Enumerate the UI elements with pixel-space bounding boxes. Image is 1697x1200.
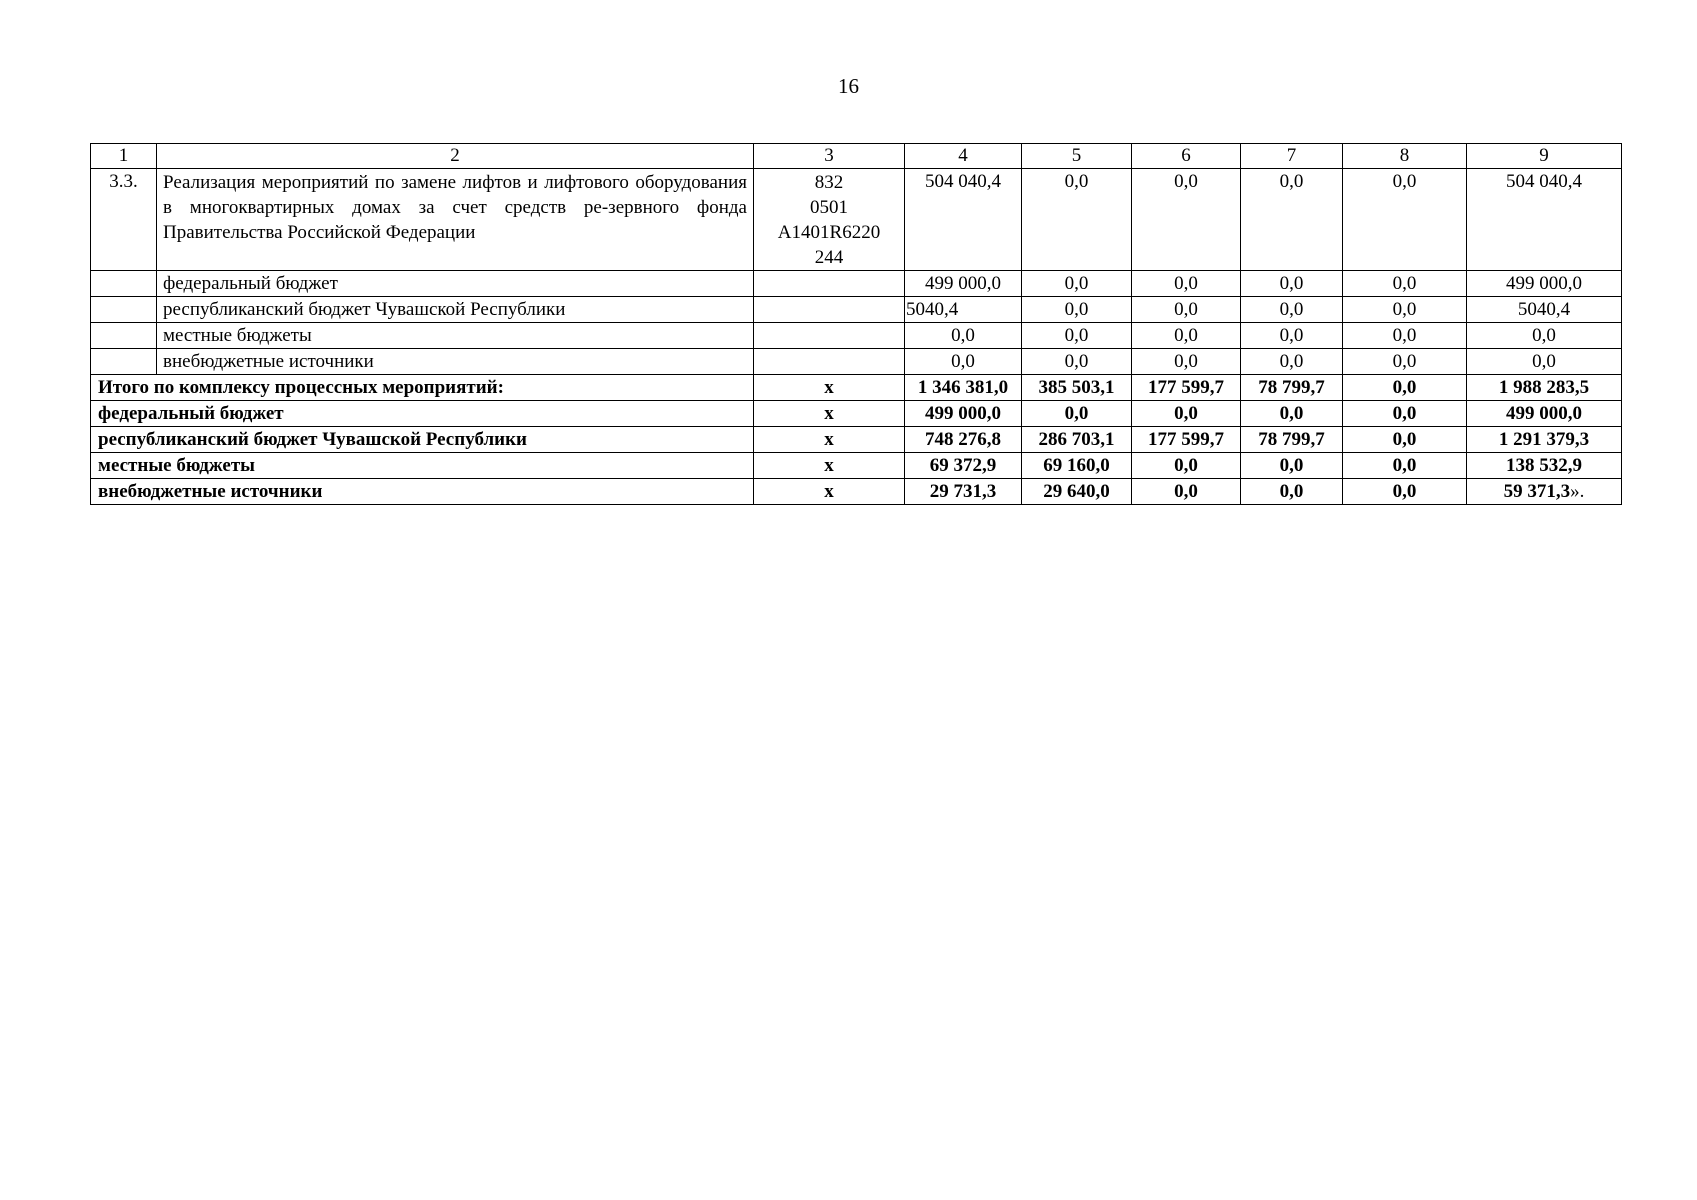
empty-cell xyxy=(91,297,157,323)
item-value: 504 040,4 xyxy=(905,169,1022,271)
total-row-value: 0,0 xyxy=(1132,479,1241,505)
item-value: 0,0 xyxy=(1343,169,1467,271)
total-row-value: 0,0 xyxy=(1132,401,1241,427)
total-row-label: федеральный бюджет xyxy=(91,401,754,427)
total-row-value: 78 799,7 xyxy=(1241,375,1343,401)
total-row-value: 0,0 xyxy=(1241,401,1343,427)
total-value: 59 371,3 xyxy=(1503,481,1571,502)
total-row-value: 69 372,9 xyxy=(905,453,1022,479)
sub-row-value: 0,0 xyxy=(1132,323,1241,349)
sub-row-value: 5040,4 xyxy=(905,297,1022,323)
empty-cell xyxy=(91,349,157,375)
total-row-value: 0,0 xyxy=(1343,401,1467,427)
column-number: 7 xyxy=(1241,144,1343,169)
total-row-value: 499 000,0 xyxy=(905,401,1022,427)
total-row-code: x xyxy=(754,401,905,427)
item-value: 0,0 xyxy=(1241,169,1343,271)
sub-row-value: 0,0 xyxy=(1022,323,1132,349)
sub-row-value: 5040,4 xyxy=(1467,297,1622,323)
column-number: 6 xyxy=(1132,144,1241,169)
sub-row-value: 0,0 xyxy=(1467,349,1622,375)
empty-cell xyxy=(91,323,157,349)
sub-row-value: 0,0 xyxy=(1343,271,1467,297)
closing-quote: ». xyxy=(1570,481,1585,502)
empty-cell xyxy=(91,271,157,297)
sub-row-value: 0,0 xyxy=(1022,271,1132,297)
sub-row-value: 0,0 xyxy=(1132,349,1241,375)
total-row-value: 177 599,7 xyxy=(1132,375,1241,401)
total-row-value: 0,0 xyxy=(1132,453,1241,479)
item-row xyxy=(91,169,1622,271)
empty-cell xyxy=(754,349,905,375)
sub-row-value: 0,0 xyxy=(905,349,1022,375)
total-row-value: 748 276,8 xyxy=(905,427,1022,453)
column-number: 4 xyxy=(905,144,1022,169)
total-row-extrabudgetary xyxy=(91,479,1622,505)
column-number: 8 xyxy=(1343,144,1467,169)
total-row-value: 0,0 xyxy=(1241,479,1343,505)
total-row-value: 177 599,7 xyxy=(1132,427,1241,453)
sub-row-value: 0,0 xyxy=(1467,323,1622,349)
sub-row-value: 499 000,0 xyxy=(1467,271,1622,297)
item-budget-code xyxy=(754,169,905,271)
empty-cell xyxy=(754,271,905,297)
sub-row-value: 0,0 xyxy=(1132,297,1241,323)
total-row-value: 0,0 xyxy=(1343,479,1467,505)
total-row-label: Итого по комплексу процессных мероприятий: xyxy=(91,375,754,401)
code-line: 832 xyxy=(814,172,844,193)
total-row-value: 1 988 283,5 xyxy=(1467,375,1622,401)
sub-row-value: 0,0 xyxy=(1241,323,1343,349)
sub-row-label: местные бюджеты xyxy=(157,323,754,349)
sub-row-label: внебюджетные источники xyxy=(157,349,754,375)
code-line: A1401R6220 xyxy=(777,222,881,243)
column-number: 9 xyxy=(1467,144,1622,169)
code-line: 244 xyxy=(814,247,844,268)
sub-row-value: 0,0 xyxy=(1343,297,1467,323)
total-row-overall xyxy=(91,375,1622,401)
page-number: 16 xyxy=(838,74,859,98)
total-row-value: 0,0 xyxy=(1343,375,1467,401)
total-row-value: 499 000,0 xyxy=(1467,401,1622,427)
total-row-label: местные бюджеты xyxy=(91,453,754,479)
item-value: 0,0 xyxy=(1022,169,1132,271)
sub-row-local xyxy=(91,323,1622,349)
total-row-federal xyxy=(91,401,1622,427)
total-row-value: 78 799,7 xyxy=(1241,427,1343,453)
code-line: 0501 xyxy=(810,197,848,218)
empty-cell xyxy=(754,297,905,323)
sub-row-value: 0,0 xyxy=(1343,349,1467,375)
sub-row-value: 0,0 xyxy=(1343,323,1467,349)
sub-row-value: 0,0 xyxy=(1241,349,1343,375)
column-number: 5 xyxy=(1022,144,1132,169)
total-row-label: внебюджетные источники xyxy=(91,479,754,505)
total-row-value: 1 291 379,3 xyxy=(1467,427,1622,453)
total-row-value: 385 503,1 xyxy=(1022,375,1132,401)
total-row-value: 0,0 xyxy=(1241,453,1343,479)
total-row-code: x xyxy=(754,427,905,453)
sub-row-extrabudgetary xyxy=(91,349,1622,375)
total-row-value: 0,0 xyxy=(1343,453,1467,479)
sub-row-value: 0,0 xyxy=(1241,297,1343,323)
sub-row-label: федеральный бюджет xyxy=(157,271,754,297)
total-row-value: 286 703,1 xyxy=(1022,427,1132,453)
sub-row-value: 0,0 xyxy=(1132,271,1241,297)
sub-row-value: 0,0 xyxy=(1241,271,1343,297)
total-row-code: x xyxy=(754,479,905,505)
total-row-label: республиканский бюджет Чувашской Республики xyxy=(91,427,754,453)
total-row-value: 1 346 381,0 xyxy=(905,375,1022,401)
column-number-row xyxy=(91,144,1622,169)
total-row-value: 69 160,0 xyxy=(1022,453,1132,479)
column-number: 3 xyxy=(754,144,905,169)
budget-table xyxy=(90,143,1622,505)
total-row-value: 138 532,9 xyxy=(1467,453,1622,479)
item-value: 504 040,4 xyxy=(1467,169,1622,271)
total-row-republican xyxy=(91,427,1622,453)
total-row-value: 0,0 xyxy=(1022,401,1132,427)
empty-cell xyxy=(754,323,905,349)
total-row-local xyxy=(91,453,1622,479)
sub-row-federal xyxy=(91,271,1622,297)
sub-row-label: республиканский бюджет Чувашской Республики xyxy=(157,297,754,323)
item-value: 0,0 xyxy=(1132,169,1241,271)
total-row-value-last xyxy=(1467,479,1622,505)
sub-row-value: 0,0 xyxy=(1022,349,1132,375)
total-row-value: 29 731,3 xyxy=(905,479,1022,505)
total-row-code: x xyxy=(754,453,905,479)
sub-row-republican xyxy=(91,297,1622,323)
column-number: 1 xyxy=(91,144,157,169)
sub-row-value: 499 000,0 xyxy=(905,271,1022,297)
sub-row-value: 0,0 xyxy=(905,323,1022,349)
total-row-value: 29 640,0 xyxy=(1022,479,1132,505)
item-title: Реализация мероприятий по замене лифтов и лифтового оборудования в многоквартирных домах за счет средств ре-зервного фонда Правительства Российской Федерации xyxy=(157,169,754,271)
total-row-code: x xyxy=(754,375,905,401)
total-row-value: 0,0 xyxy=(1343,427,1467,453)
sub-row-value: 0,0 xyxy=(1022,297,1132,323)
item-number: 3.3. xyxy=(91,169,157,271)
column-number: 2 xyxy=(157,144,754,169)
